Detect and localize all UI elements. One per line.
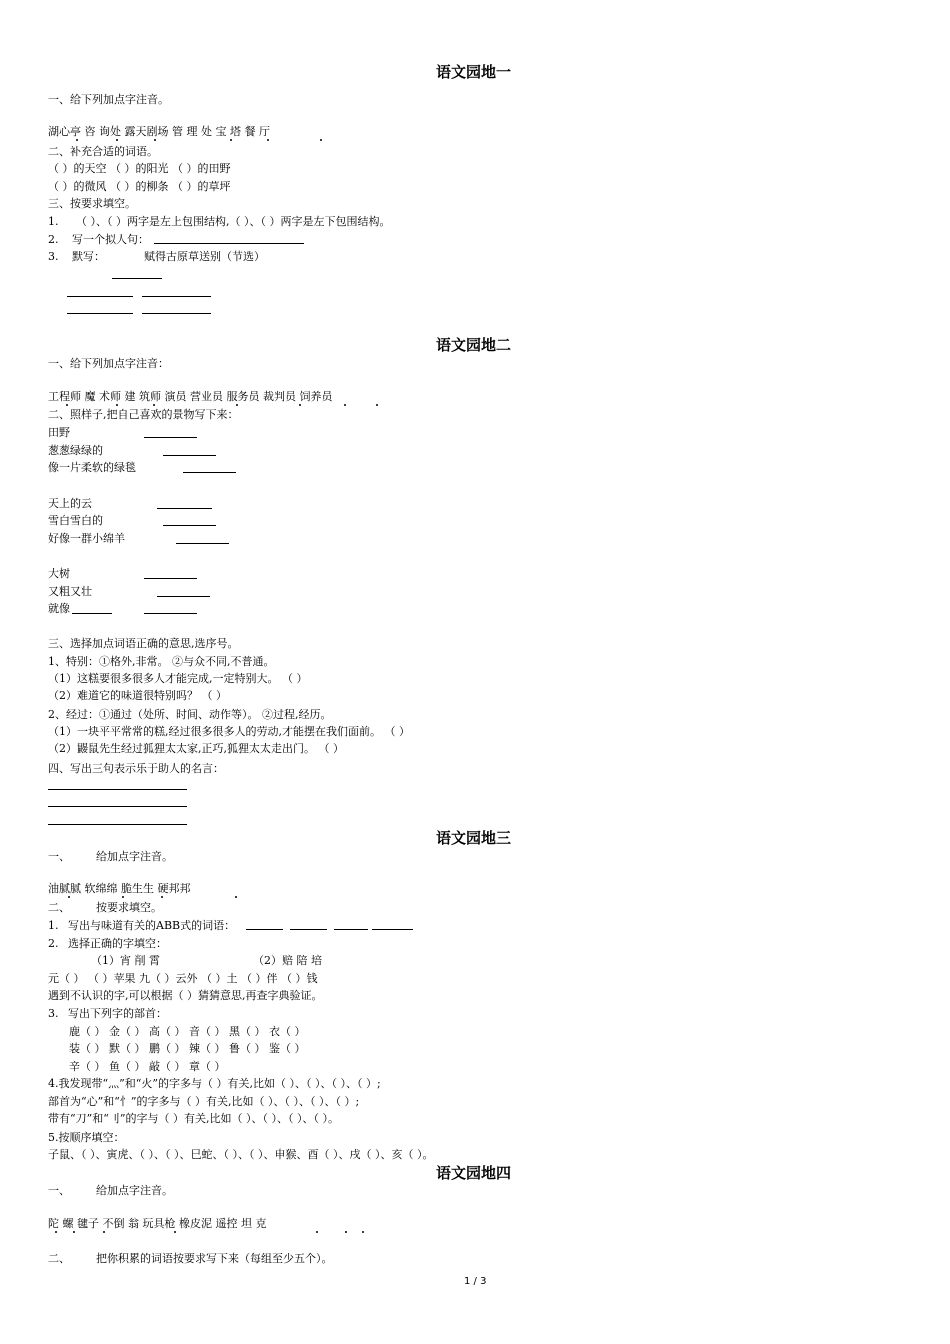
s1-item-1: （ ）、（ ）两字是左上包围结构,（ ）、（ ）两字是左下包围结构。: [76, 215, 391, 228]
item-number: 1.: [48, 215, 59, 228]
s3-item-5: 5.按顺序填空：: [48, 1131, 125, 1144]
section-4-title: 语文园地四: [436, 1164, 512, 1182]
answer-line[interactable]: [157, 508, 212, 509]
scene-line: 大树: [48, 567, 70, 580]
scene-line: 像一片柔软的绿毯: [48, 461, 136, 474]
s3-item-2: 选择正确的字填空：: [68, 937, 167, 950]
s2-sentence: （1）一块平平常常的糕,经过很多很多人的劳动,才能摆在我们面前。 （ ）: [48, 725, 410, 738]
scene-line: 葱葱绿绿的: [48, 444, 103, 457]
answer-line[interactable]: [48, 789, 187, 790]
emphasis-dot: [68, 896, 70, 898]
s2-question-1: 一、给下列加点字注音：: [48, 357, 169, 370]
emphasis-dot: [116, 404, 118, 406]
answer-line[interactable]: [48, 824, 187, 825]
item-number: 2.: [48, 233, 59, 246]
section-2-title: 语文园地二: [436, 336, 512, 354]
s2-sentence: （2）难道它的味道很特别吗？ （ ）: [48, 689, 227, 702]
s1-question-1: 一、给下列加点字注音。: [48, 93, 169, 106]
s1-fill-row-2: （ ）的微风 （ ）的柳条 （ ）的草坪: [48, 180, 231, 193]
s2-sentence: （1）这糕要很多很多人才能完成,一定特别大。 （ ）: [48, 672, 308, 685]
answer-line[interactable]: [163, 525, 216, 526]
emphasis-dot: [316, 1231, 318, 1233]
item-number: 3.: [48, 1007, 59, 1020]
s1-pinyin-words: 湖心亭 咨 询处 露天剧场 管 理 处 宝 塔 餐 厅: [48, 125, 270, 138]
answer-line[interactable]: [48, 806, 187, 807]
radical-row: 鹿（ ） 金（ ） 高（ ） 音（ ） 黑（ ） 衣（ ）: [69, 1025, 306, 1038]
page-number: 1 / 3: [464, 1276, 487, 1287]
emphasis-dot: [376, 404, 378, 406]
s3-dict-line: 遇到不认识的字,可以根据（ ）猜猜意思,再查字典验证。: [48, 989, 323, 1002]
answer-line[interactable]: [290, 929, 327, 930]
s4-question-2: 把你积累的词语按要求写下来（每组至少五个）。: [96, 1252, 333, 1265]
answer-line[interactable]: [144, 613, 197, 614]
answer-line[interactable]: [334, 929, 368, 930]
char-options-1: （1）宵 削 霄: [91, 954, 160, 967]
emphasis-dot: [154, 139, 156, 141]
s2-question-3: 三、选择加点词语正确的意思,选序号。: [48, 637, 239, 650]
scene-line: 就像: [48, 602, 70, 615]
item-number: 1.: [48, 919, 59, 932]
emphasis-dot: [362, 1231, 364, 1233]
emphasis-dot: [230, 139, 232, 141]
s3-question-2: 按要求填空。: [96, 901, 162, 914]
scene-line: 雪白雪白的: [48, 514, 103, 527]
emphasis-dot: [66, 404, 68, 406]
s2-word-1: 1、特别：①格外,非常。 ②与众不同,不普通。: [48, 655, 275, 668]
answer-line[interactable]: [67, 313, 133, 314]
s1-item-2: 写一个拟人句：: [72, 233, 149, 246]
s2-sentence: （2）鼹鼠先生经过狐狸太太家,正巧,狐狸太太走出门。 （ ）: [48, 742, 344, 755]
s1-item-3: 默写：: [72, 250, 105, 263]
answer-line[interactable]: [246, 929, 283, 930]
answer-line[interactable]: [157, 596, 210, 597]
item-number: 2.: [48, 937, 59, 950]
s3-item-4b: 部首为“心”和“忄”的字多与（ ）有关,比如（ ）、（ ）、（ ）、（ ）;: [48, 1095, 360, 1108]
s2-question-4: 四、写出三句表示乐于助人的名言：: [48, 762, 224, 775]
emphasis-dot: [344, 404, 346, 406]
emphasis-dot: [161, 896, 163, 898]
s3-fill-row: 元（ ） （ ）苹果 九（ ）云外 （ ）土 （ ）伴 （ ）钱: [48, 972, 318, 985]
section-1-title: 语文园地一: [436, 63, 512, 81]
s2-word-2: 2、经过：①通过（处所、时间、动作等）。 ②过程,经历。: [48, 708, 332, 721]
poem-title: 赋得古原草送别（节选）: [144, 250, 265, 263]
emphasis-dot: [153, 404, 155, 406]
answer-line[interactable]: [142, 313, 211, 314]
radical-row: 辛（ ） 鱼（ ） 敲（ ） 章（ ）: [69, 1060, 226, 1073]
emphasis-dot: [55, 1231, 57, 1233]
emphasis-dot: [345, 1231, 347, 1233]
answer-line[interactable]: [142, 296, 211, 297]
emphasis-dot: [267, 139, 269, 141]
s3-question-1: 给加点字注音。: [96, 850, 173, 863]
question-number: 二、: [48, 1252, 70, 1265]
answer-line[interactable]: [67, 296, 133, 297]
emphasis-dot: [299, 404, 301, 406]
scene-line: 田野: [48, 426, 70, 439]
s4-question-1: 给加点字注音。: [96, 1184, 173, 1197]
question-number: 二、: [48, 901, 70, 914]
emphasis-dot: [73, 1231, 75, 1233]
answer-line[interactable]: [183, 472, 236, 473]
s1-fill-row-1: （ ）的天空 （ ）的阳光 （ ）的田野: [48, 162, 231, 175]
emphasis-dot: [235, 896, 237, 898]
scene-line: 好像一群小绵羊: [48, 532, 125, 545]
s3-zodiac-line: 子鼠、（ ）、寅虎、（ ）、（ ）、巳蛇、（ ）、（ ）、申猴、酉（ ）、戌（ ）、亥（ ）。: [48, 1148, 434, 1161]
answer-line[interactable]: [72, 613, 112, 614]
s2-pinyin-words: 工程师 魔 术师 建 筑师 演员 营业员 服务员 裁判员 饲养员: [48, 390, 333, 403]
emphasis-dot: [236, 404, 238, 406]
question-number: 一、: [48, 1184, 70, 1197]
s3-item-3: 写出下列字的部首：: [68, 1007, 167, 1020]
radical-row: 装（ ） 默（ ） 鹏（ ） 辣（ ） 鲁（ ） 鉴（ ）: [69, 1042, 306, 1055]
emphasis-dot: [103, 1231, 105, 1233]
emphasis-dot: [320, 139, 322, 141]
answer-line[interactable]: [163, 455, 216, 456]
section-3-title: 语文园地三: [436, 829, 512, 847]
answer-line[interactable]: [144, 578, 197, 579]
s2-question-2: 二、照样子,把自己喜欢的景物写下来：: [48, 408, 239, 421]
emphasis-dot: [76, 139, 78, 141]
char-options-2: （2）赔 陪 培: [253, 954, 322, 967]
emphasis-dot: [122, 896, 124, 898]
s4-pinyin-words: 陀 螺 毽子 不倒 翁 玩具枪 橡皮泥 遥控 坦 克: [48, 1217, 267, 1230]
answer-line[interactable]: [144, 437, 197, 438]
s1-question-2: 二、补充合适的词语。: [48, 145, 158, 158]
question-number: 一、: [48, 850, 70, 863]
s1-question-3: 三、按要求填空。: [48, 197, 136, 210]
answer-line[interactable]: [154, 243, 304, 244]
emphasis-dot: [116, 139, 118, 141]
emphasis-dot: [174, 1231, 176, 1233]
s3-pinyin-words: 油腻腻 软绵绵 脆生生 硬邦邦: [48, 882, 191, 895]
scene-line: 又粗又壮: [48, 585, 92, 598]
item-number: 3.: [48, 250, 59, 263]
s3-item-4c: 带有“刀”和“刂”的字与（ ）有关,比如（ ）、（ ）、（ ）、（ ）。: [48, 1112, 339, 1125]
scene-line: 天上的云: [48, 497, 92, 510]
s3-item-1: 写出与味道有关的ABB式的词语：: [68, 919, 236, 932]
answer-line[interactable]: [372, 929, 413, 930]
answer-line[interactable]: [176, 543, 229, 544]
s3-item-4: 4.我发现带“灬”和“火”的字多与（ ）有关,比如（ ）、（ ）、（ ）、（ ）;: [48, 1077, 381, 1090]
answer-line[interactable]: [112, 278, 162, 279]
